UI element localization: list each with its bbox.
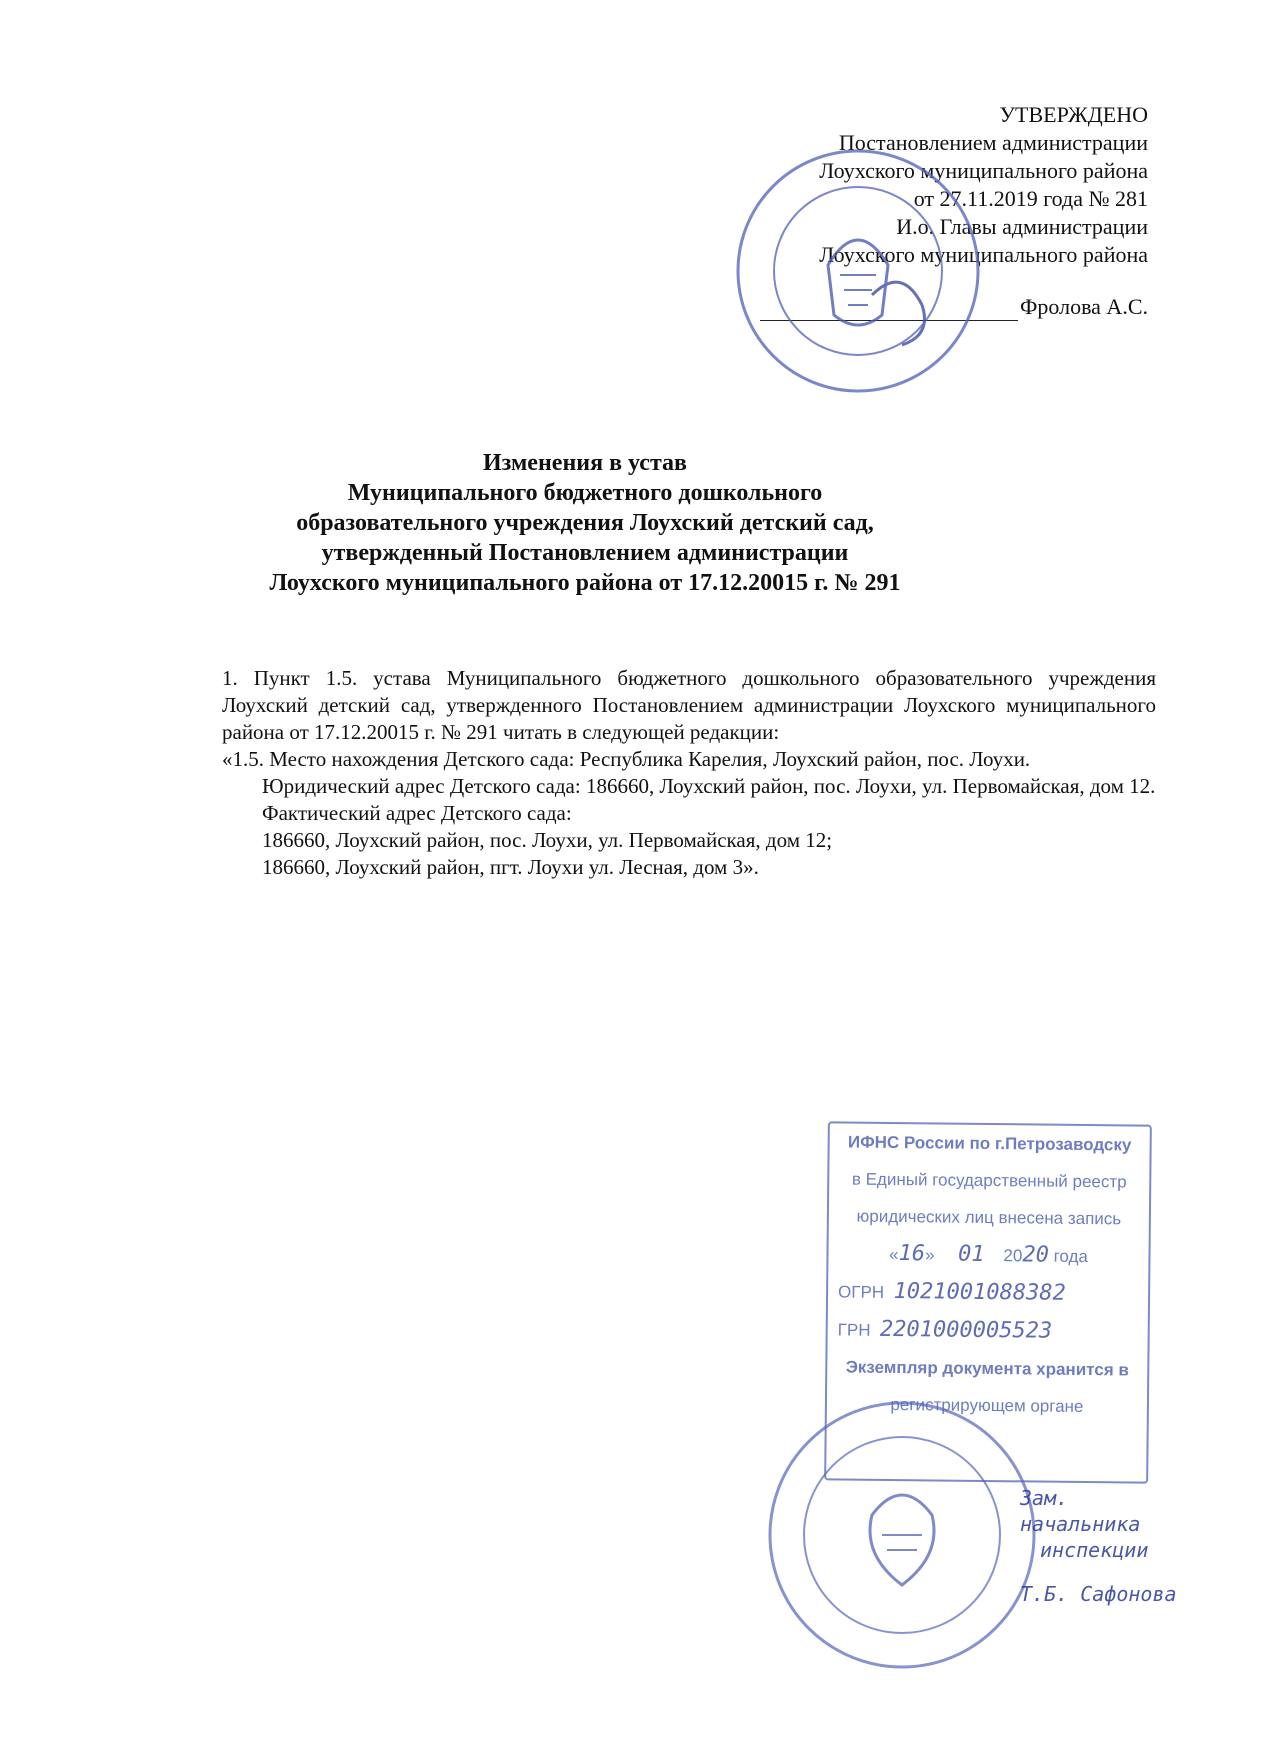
approval-line: Постановлением администрации [838,130,1148,155]
stamp-grn-value: 2201000005523 [879,1316,1053,1344]
approval-heading: УТВЕРЖДЕНО [999,102,1148,127]
stamp-line: ИФНС России по г.Петрозаводску [847,1132,1132,1155]
approval-line: Лоухского муниципального района [819,242,1148,267]
title-line: утвержденный Постановлением администрации [321,540,849,566]
approval-line: Лоухского муниципального района [819,158,1148,183]
stamp-line: регистрирующем органе [890,1394,1084,1417]
title-line: Муниципального бюджетного дошкольного [347,480,823,506]
stamp-line: в Единый государственный реестр [851,1169,1127,1192]
title-line: образовательного учреждения Лоухский детский сад, [296,510,874,536]
stamp-ogrn-label: ОГРН [838,1282,885,1302]
signer-position: Зам. начальника [1020,1486,1141,1536]
approval-signature-line [668,293,1148,321]
body-paragraph: «1.5. Место нахождения Детского сада: Республика Карелия, Лоухский район, пос. Лоухи. [222,747,1031,771]
title-line: Изменения в устав [482,450,687,476]
body-paragraph: 186660, Лоухский район, пос. Лоухи, ул. Первомайская, дом 12; [262,828,833,852]
document-title [210,448,960,598]
stamp-line: юридических лиц внесена запись [856,1206,1122,1229]
tax-registration-stamp [824,1121,1152,1483]
stamp-year-word: года [1053,1246,1089,1267]
signer-name: Т.Б. Сафонова [1020,1582,1177,1606]
body-paragraph: Фактический адрес Детского сада: [262,801,572,825]
stamp-ogrn-value: 1021001088382 [893,1279,1066,1306]
stamp-year-suffix: 20 [1022,1242,1050,1268]
stamp-month: 01 [957,1241,985,1267]
stamp-grn-row [828,1310,1148,1351]
body-paragraph: Юридический адрес Детского сада: 186660, Лоухский район, пос. Лоухи, ул. Первомайская, дом 12. [262,774,1156,798]
approval-decree-number: от 27.11.2019 года № 281 [913,186,1148,211]
stamp-ogrn-row [828,1272,1148,1313]
document-body [222,665,1156,881]
stamp-day: 16 [898,1241,926,1267]
stamp-date-row: «16» 01 2020 года [888,1241,1089,1268]
inspection-signature-block [1020,1485,1200,1607]
approval-signer: Фролова А.С. [1020,294,1148,319]
stamp-line: Экземпляр документа хранится в [845,1357,1129,1380]
stamp-grn-label: ГРН [837,1320,871,1340]
signature-underline [760,320,1018,321]
approval-line: И.о. Главы администрации [896,214,1148,239]
stamp-year-prefix: 20 [1003,1246,1023,1266]
approval-block [668,101,1148,321]
body-paragraph: 1. Пункт 1.5. устава Муниципального бюджетного дошкольного образовательного учреждения Лоухский детский сад, утвержденного Постановлением администрации Лоухского муниципального района от 17.12.20015 г. № 291 читать в следующей редакции: [222,666,1156,744]
title-line: Лоухского муниципального района от 17.12.20015 г. № 291 [269,570,901,596]
body-paragraph: 186660, Лоухский район, пгт. Лоухи ул. Лесная, дом 3». [262,855,759,879]
signer-position: инспекции [1040,1538,1149,1562]
